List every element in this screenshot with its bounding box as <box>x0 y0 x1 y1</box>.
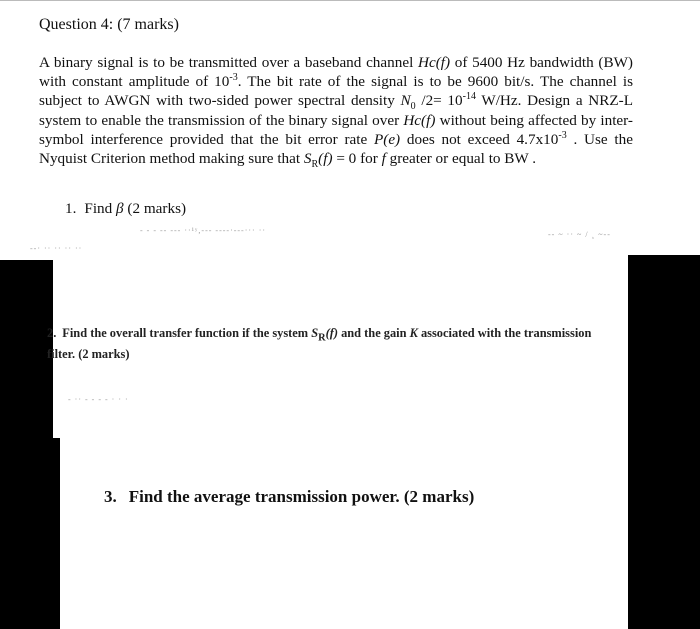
error-probability-symbol: P(e) <box>373 130 401 148</box>
scan-artifact: - ·· - - - - · · · <box>68 395 129 404</box>
redaction-block-right <box>628 255 700 629</box>
beta-symbol: β <box>116 200 124 217</box>
subquestion-2: 2. Find the overall transfer function if the system $S_R(f)$ and the gain K associated with the transmission filter. (2 marks) <box>47 326 592 362</box>
redaction-block-bottom-left <box>0 438 60 629</box>
subquestion-1: 1. Find β (2 marks) <box>65 200 187 217</box>
scan-artifact: --· ·· ·· ·· ·· <box>30 244 83 253</box>
scan-artifact: - - - -- --- ··¹ʸ,--- ----·---··· ·· <box>140 226 267 235</box>
page-top-border <box>0 0 700 1</box>
question-title: Question 4: (7 marks) <box>39 16 179 33</box>
question-body: A binary signal is to be transmitted over a baseband channel Hc(f) of 5400 Hz bandwidth (BW) with constant amplitude of $10^{-3}$. The bit rate of the signal is to be 9600 bit/s. The channel is subject to AWGN with two-sided power spectral density $N_0$ $/2= 10^{-14}$ W/Hz. Design a NRZ-L system to enable the transmission of the binary signal over Hc(f) without being affected by inter-symbol interference provided that the bit error rate P(e) does not exceed $4.7x10^{-3}$ . Use the Nyquist Criterion method making sure that $S_R(f) = 0$ for f greater or equal to BW . <box>39 54 633 171</box>
channel-response-symbol: Hc(f) <box>418 54 451 71</box>
scan-artifact: -- ~ ·· ~ / ¸ ~-- <box>548 230 611 239</box>
subquestion-3: 3. Find the average transmission power. (2 marks) <box>104 487 475 506</box>
